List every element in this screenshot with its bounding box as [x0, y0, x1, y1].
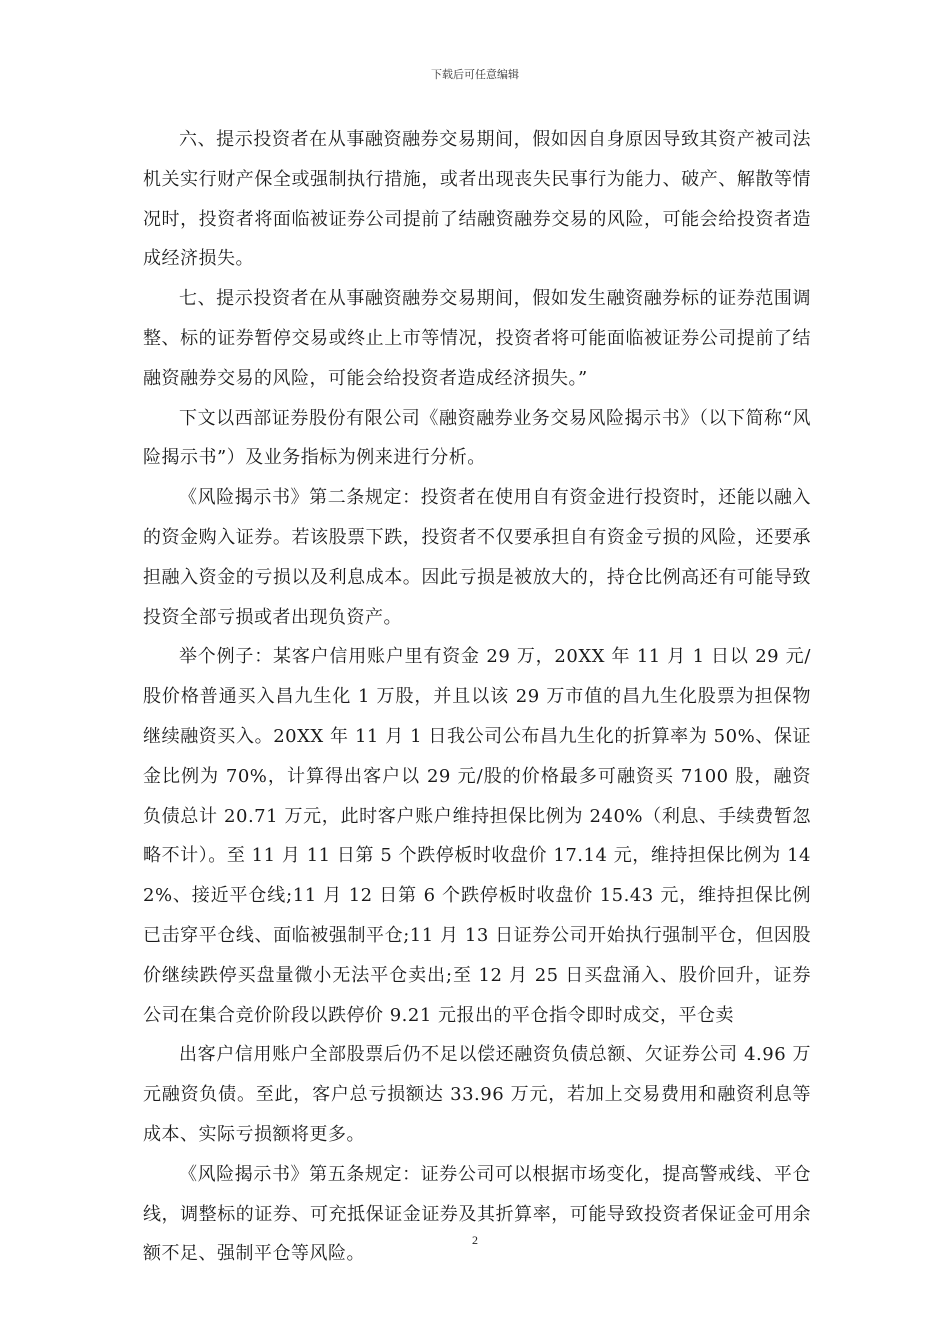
paragraph-article-five: 《风险揭示书》第五条规定：证券公司可以根据市场变化，提高警戒线、平仓线，调整标的证券、可充抵保证金证券及其折算率，可能导致投资者保证金可用余额不足、强制平仓等风险。 [143, 1163, 811, 1265]
paragraph-analysis-intro: 下文以西部证券股份有限公司《融资融券业务交易风险揭示书》（以下简称“风险揭示书”）及业务指标为例来进行分析。 [143, 407, 811, 469]
paragraph-article-two: 《风险揭示书》第二条规定：投资者在使用自有资金进行投资时，还能以融入的资金购入证券。若该股票下跌，投资者不仅要承担自有资金亏损的风险，还要承担融入资金的亏损以及利息成本。因此亏损是被放大的，持仓比例高还有可能导致投资全部亏损或者出现负资产。 [143, 487, 811, 628]
paragraph-risk-six: 六、提示投资者在从事融资融券交易期间，假如因自身原因导致其资产被司法机关实行财产保全或强制执行措施，或者出现丧失民事行为能力、破产、解散等情况时，投资者将面临被证券公司提前了结融资融券交易的风险，可能会给投资者造成经济损失。 [143, 129, 811, 270]
page-header: 下载后可任意编辑 [431, 68, 519, 81]
page-number: 2 [472, 1233, 478, 1247]
paragraph-example-continued: 出客户信用账户全部股票后仍不足以偿还融资负债总额、欠证券公司 4.96 万元融资负债。至此，客户总亏损额达 33.96 万元，若加上交易费用和融资利息等成本、实际亏损额将更多。 [143, 1044, 811, 1145]
paragraph-risk-seven: 七、提示投资者在从事融资融券交易期间，假如发生融资融券标的证券范围调整、标的证券暂停交易或终止上市等情况，投资者将可能面临被证券公司提前了结融资融券交易的风险，可能会给投资者造成经济损失。” [143, 288, 811, 389]
paragraph-example: 举个例子：某客户信用账户里有资金 29 万，20XX 年 11 月 1 日以 29 元/股价格普通买入昌九生化 1 万股，并且以该 29 万市值的昌九生化股票为担保物继续融资买入。20XX 年 11 月 1 日我公司公布昌九生化的折算率为 50%、保证金比例为 70%，计算得出客户以 29 元/股的价格最多可融资买 7100 股，融资负债总计 20.71 万元，此时客户账户维持担保比例为 240%（利息、手续费暂忽略不计）。至 11 月 11 日第 5 个跌停板时收盘价 17.14 元，维持担保比例为 142%、接近平仓线;11 月 12 日第 6 个跌停板时收盘价 15.43 元，维持担保比例已击穿平仓线、面临被强制平仓;11 月 13 日证券公司开始执行强制平仓，但因股价继续跌停买盘量微小无法平仓卖出;至 12 月 25 日买盘涌入、股价回升，证券公司在集合竞价阶段以跌停价 9.21 元报出的平仓指令即时成交，平仓卖 [143, 646, 811, 1026]
document-body [143, 120, 811, 1274]
